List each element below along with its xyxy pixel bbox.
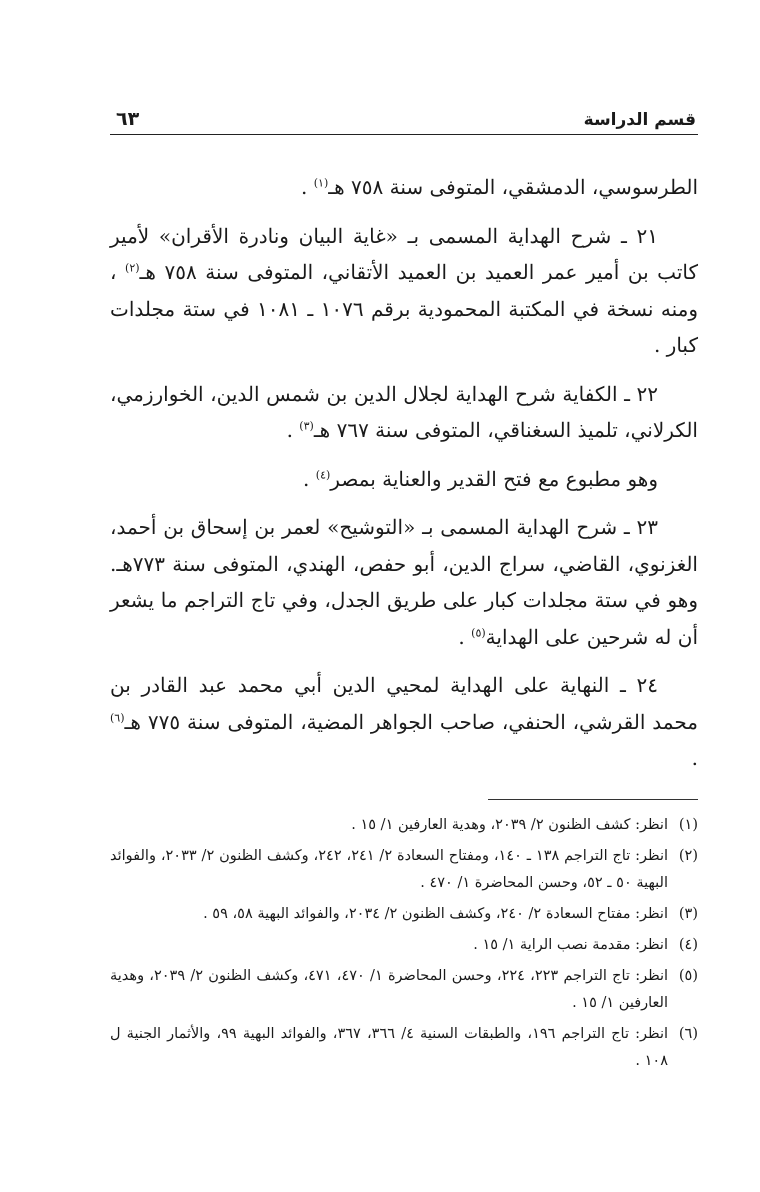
footnote-item — [110, 932, 698, 959]
page-number: ٦٣ — [116, 108, 140, 130]
footnote-text: انظر: تاج التراجم ٢٢٣، ٢٢٤، وحسن المحاضرة ١/ ٤٧٠، ٤٧١، وكشف الظنون ٢/ ٢٠٣٩، وهدية العارفين ١/ ١٥ . — [110, 967, 669, 1011]
paragraph: الطرسوسي، الدمشقي، المتوفى سنة ٧٥٨ هـ$^{(١)}$ . — [301, 175, 698, 199]
header-rule — [110, 134, 698, 135]
footnote-text: انظر: تاج التراجم ١٩٦، والطبقات السنية ٤/ ٣٦٦، ٣٦٧، والفوائد البهية ٩٩، والأثمار الجنية ل ١٠٨ . — [110, 1025, 669, 1069]
running-header — [110, 96, 698, 134]
footnote-item — [110, 901, 698, 928]
footnote-item — [110, 843, 698, 897]
footnote-item — [110, 963, 698, 1017]
footnote-text: انظر: تاج التراجم ١٣٨ ـ ١٤٠، ومفتاح السعادة ٢/ ٢٤١، ٢٤٢، وكشف الظنون ٢/ ٢٠٣٣، والفوائد البهية ٥٠ ـ ٥٢، وحسن المحاضرة ١/ ٤٧٠ . — [110, 847, 669, 891]
paragraph: ٢١ ـ شرح الهداية المسمى بـ «غاية البيان ونادرة الأقران» لأمير كاتب بن أمير عمر العميد بن العميد الأتقاني، المتوفى سنة ٧٥٨ هـ$^{(٢)}$ ، ومنه نسخة في المكتبة المحمودية برقم ١٠٧٦ ـ ١٠٨١ في ستة مجلدات كبار . — [110, 223, 699, 357]
paragraph: ٢٢ ـ الكفاية شرح الهداية لجلال الدين بن شمس الدين، الخوارزمي، الكرلاني، تلميذ السغناقي، المتوفى سنة ٧٦٧ هـ$^{(٣)}$ . — [110, 381, 698, 442]
footnote-marker[interactable]: (٣) — [299, 419, 314, 433]
footnote-text: انظر: مفتاح السعادة ٢/ ٢٤٠، وكشف الظنون ٢/ ٢٠٣٤، والفوائد البهية ٥٨، ٥٩ . — [203, 905, 668, 922]
footnotes — [110, 812, 698, 1075]
paragraph: وهو مطبوع مع فتح القدير والعناية بمصر$^{(٤)}$ . — [303, 466, 658, 491]
footnote-marker[interactable]: (٥) — [471, 625, 486, 639]
paragraph: ٢٣ ـ شرح الهداية المسمى بـ «التوشيح» لعمر بن إسحاق بن أحمد، الغزنوي، القاضي، سراج الدين، أبو حفص، الهندي، المتوفى سنة ٧٧٣هـ. وهو في ستة مجلدات كبار على طريق الجدل، وفي تاج التراجم ما يشعر أن له شرحين على الهداية$^{(٥)}$ . — [110, 515, 698, 649]
footnote-text: انظر: مقدمة نصب الراية ١/ ١٥ . — [473, 936, 668, 953]
footnote-number: (٦) — [678, 1025, 698, 1042]
footnote-number: (٥) — [678, 967, 698, 984]
footnote-number: (١) — [678, 816, 698, 833]
footnote-marker[interactable]: (١) — [313, 176, 329, 190]
footnote-text: انظر: كشف الظنون ٢/ ٢٠٣٩، وهدية العارفين ١/ ١٥ . — [351, 816, 668, 833]
footnote-marker[interactable]: (٤) — [315, 467, 331, 481]
main-text — [110, 169, 698, 777]
section-title: قسم الدراسة — [583, 110, 696, 130]
footnote-number: (٣) — [678, 905, 698, 922]
footnote-item — [110, 1021, 698, 1075]
footnote-marker[interactable]: (٦) — [110, 710, 125, 724]
footnote-separator — [488, 799, 698, 800]
book-page — [110, 96, 698, 1079]
footnote-number: (٤) — [678, 936, 698, 953]
footnote-number: (٢) — [678, 847, 698, 864]
paragraph: ٢٤ ـ النهاية على الهداية لمحيي الدين أبي محمد عبد القادر بن محمد القرشي، الحنفي، صاحب الجواهر المضية، المتوفى سنة ٧٧٥ هـ$^{(٦)}$ . — [110, 673, 698, 770]
footnote-marker[interactable]: (٢) — [125, 261, 140, 275]
footnote-item — [110, 812, 698, 839]
